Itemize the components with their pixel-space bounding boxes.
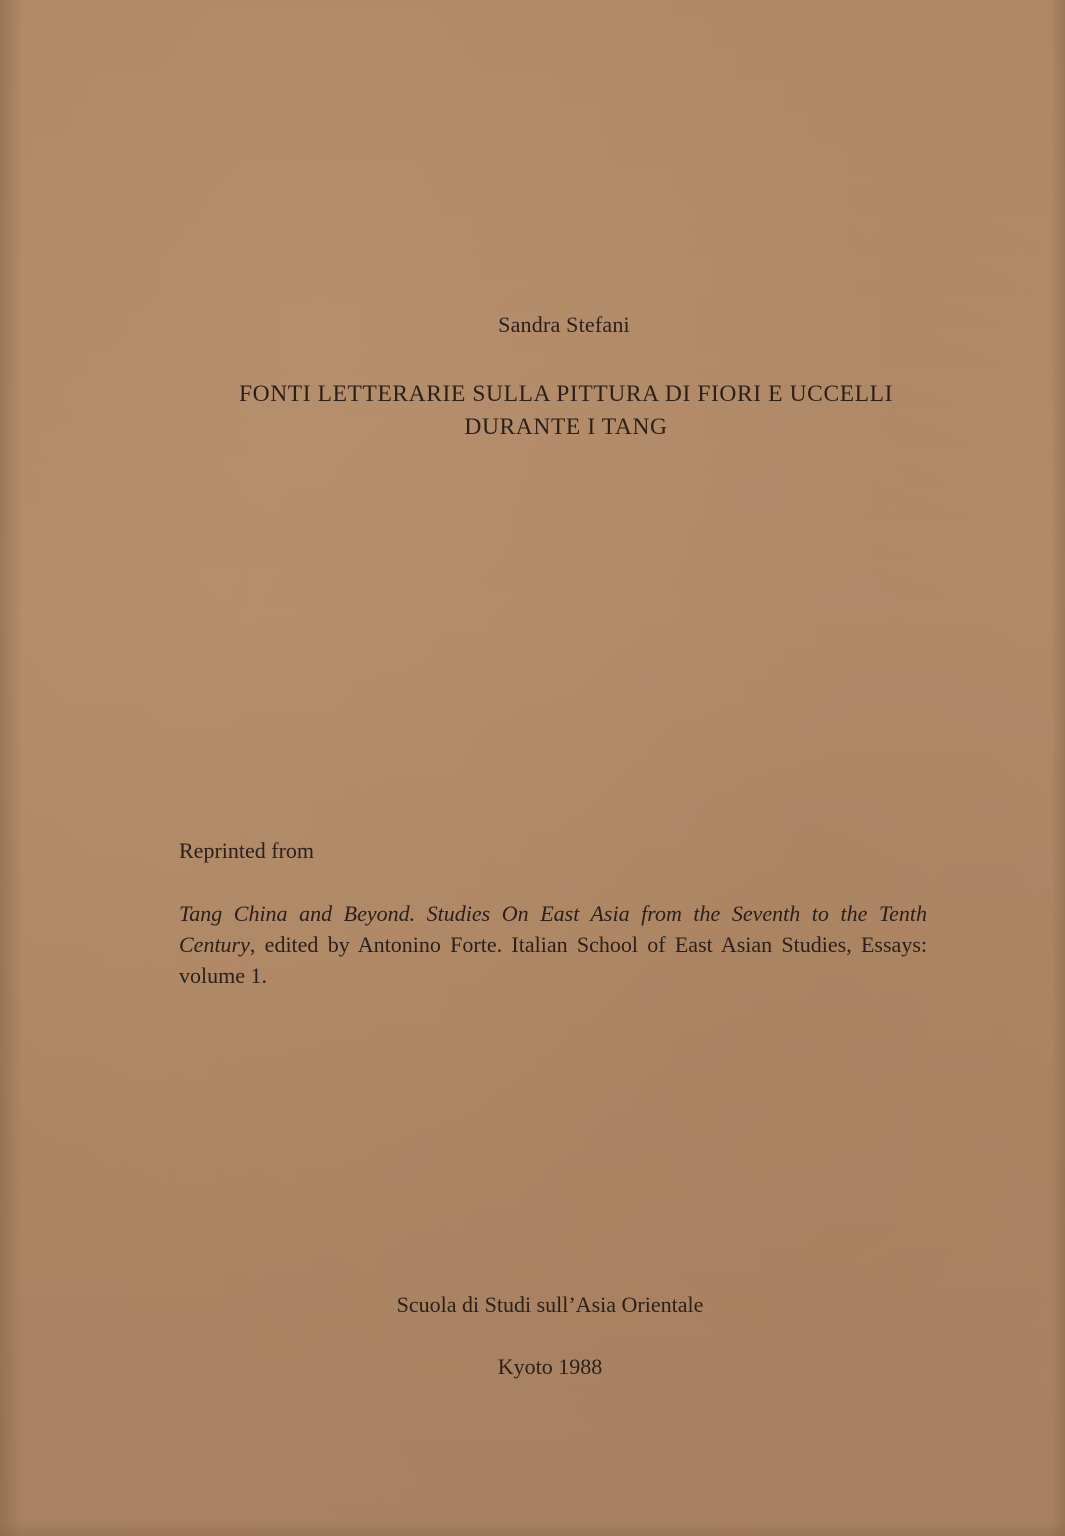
book-title-line-1: FONTI LETTERARIE SULLA PITTURA DI FIORI E UCCELLI bbox=[238, 381, 894, 407]
source-citation bbox=[179, 898, 927, 991]
author-name: Sandra Stefani bbox=[498, 312, 630, 337]
publisher-name: Scuola di Studi sull’Asia Orientale bbox=[396, 1292, 704, 1317]
source-citation-title: Tang China and Beyond. Studies On East Asia from the Seventh to the Tenth Century bbox=[179, 901, 927, 957]
cover-bottom-edge bbox=[0, 1522, 1065, 1536]
reprinted-from-label: Reprinted from bbox=[179, 838, 315, 863]
book-title-line-2: DURANTE I TANG bbox=[464, 414, 668, 440]
source-citation-details: , edited by Antonino Forte. Italian School of East Asian Studies, Essays: volume 1. bbox=[179, 932, 927, 988]
book-title bbox=[160, 378, 972, 444]
publication-place-year: Kyoto 1988 bbox=[497, 1354, 603, 1379]
